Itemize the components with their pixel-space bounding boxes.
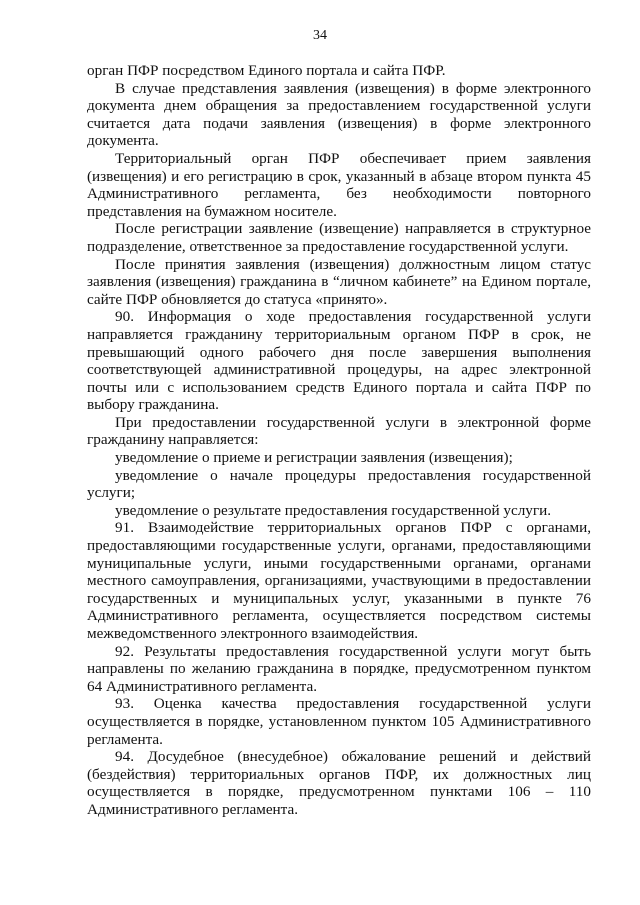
notification-item: уведомление о приеме и регистрации заявления (извещения); (115, 449, 513, 467)
page-number: 34 (313, 28, 327, 43)
document-body (87, 62, 591, 819)
paragraph-continuation: орган ПФР посредством Единого портала и сайта ПФР. (87, 62, 446, 79)
paragraph: При предоставлении государственной услуги в электронной форме гражданину направляется: (87, 413, 591, 449)
paragraph: В случае представления заявления (извещения) в форме электронного документа днем обращения за предоставлением государственной услуги считается дата подачи заявления (извещения) в форме электронного документа. (87, 79, 591, 150)
notification-item: уведомление о начале процедуры предоставления государственной услуги; (87, 466, 591, 502)
paragraph-item-90: 90. Информация о ходе предоставления государственной услуги направляется гражданину территориальным органом ПФР в срок, не превышающий одного рабочего дня после завершения выполнения соответствующей административной процедуры, на адрес электронной почты или с использованием средств Единого портала и сайта ПФР по выбору гражданина. (87, 308, 591, 414)
paragraph-item-94: 94. Досудебное (внесудебное) обжалование решений и действий (бездействия) территориальных органов ПФР, их должностных лиц осуществляется в порядке, предусмотренном пунктами 106 – 110 Административного регламента. (87, 748, 591, 818)
paragraph: После регистрации заявление (извещение) направляется в структурное подразделение, ответственное за предоставление государственной услуги. (87, 220, 591, 255)
paragraph: Территориальный орган ПФР обеспечивает прием заявления (извещения) и его регистрацию в срок, указанный в абзаце втором пункта 45 Административного регламента, без необходимости повторного представления на бумажном носителе. (87, 149, 591, 220)
notification-item: уведомление о результате предоставления государственной услуги. (115, 501, 552, 519)
paragraph-item-92: 92. Результаты предоставления государственной услуги могут быть направлены по желанию гражданина в порядке, предусмотренном пунктом 64 Административного регламента. (87, 642, 591, 695)
paragraph-item-91: 91. Взаимодействие территориальных органов ПФР с органами, предоставляющими государственные услуги, органами, предоставляющими муниципальные услуги, иными государственными органами, органами местного самоуправления, организациями, участвующими в предоставлении государственных и муниципальных услуг, указанными в пункте 76 Административного регламента, осуществляется посредством системы межведомственного электронного взаимодействия. (87, 519, 591, 642)
paragraph-item-93: 93. Оценка качества предоставления государственной услуги осуществляется в порядке, установленном пунктом 105 Административного регламента. (87, 695, 591, 748)
paragraph: После принятия заявления (извещения) должностным лицом статус заявления (извещения) гражданина в “личном кабинете” на Едином портале, сайте ПФР обновляется до статуса «принято». (87, 255, 591, 308)
